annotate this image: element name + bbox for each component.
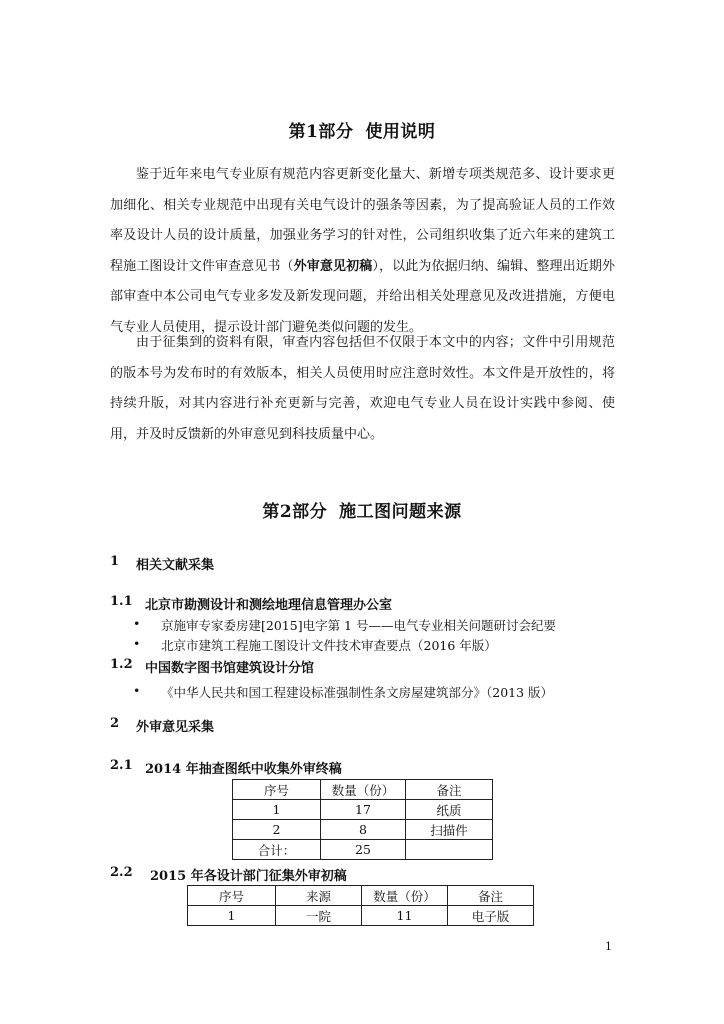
- list-item-text: 北京市建筑工程施工图设计文件技术审查要点（2016 年版）: [161, 638, 497, 653]
- section-title: 2014 年抽查图纸中收集外审终稿: [145, 762, 342, 777]
- table-row: [188, 906, 534, 926]
- part1-title: [0, 117, 724, 142]
- table-header-cell: 序号: [233, 780, 321, 800]
- paragraph-bold-text: 外审意见初稿: [293, 258, 373, 274]
- part2-title-number: 第2部分: [262, 502, 328, 522]
- table-header-row: [188, 886, 534, 906]
- table-cell: 电子版: [448, 906, 534, 926]
- table-cell: 扫描件: [406, 820, 493, 840]
- table-header-cell: 来源: [276, 886, 362, 906]
- table-cell: 1: [233, 800, 321, 820]
- table-2014-final-reviews: [232, 779, 493, 860]
- part1-title-number: 第1部分: [288, 122, 354, 142]
- section-title: 相关文献采集: [136, 558, 215, 573]
- list-item-text: 京施审专家委房建[2015]电字第 1 号——电气专业相关问题研讨会纪要: [161, 618, 556, 633]
- table-cell: 25: [321, 840, 406, 860]
- table-header-cell: 备注: [406, 780, 493, 800]
- table-header-cell: 数量（份）: [362, 886, 448, 906]
- list-item-text: 《中华人民共和国工程建设标准强制性条文房屋建筑部分》（2013 版）: [161, 685, 554, 700]
- table-cell: 合计：: [233, 840, 321, 860]
- table-2015-initial-reviews: [187, 885, 534, 926]
- paragraph-text: 鉴于近年来电气专业原有规范内容更新变化量大、新增专项类规范多、设计要求更加细化、相关专业规范中出现有关电气设计的强条等因素，为了提高验证人员的工作效率及设计人员的设计质量，加强业务学习的针对性，公司组织收集了近六年来的建筑工程施工图设计文件审查意见书（: [110, 167, 615, 274]
- part2-title-text: 施工图问题来源: [339, 502, 462, 522]
- section-title: 中国数字图书馆建筑设计分馆: [145, 661, 315, 676]
- table-header-cell: 备注: [448, 886, 534, 906]
- table-cell: [406, 840, 493, 860]
- section-number: 1.1: [110, 594, 133, 609]
- section-title: 外审意见采集: [136, 720, 215, 735]
- table-header-cell: 序号: [188, 886, 276, 906]
- table-header-cell: 数量（份）: [321, 780, 406, 800]
- table-cell: 纸质: [406, 800, 493, 820]
- bullet-icon: •: [133, 683, 141, 698]
- table-cell: 1: [188, 906, 276, 926]
- section-number: 1.2: [110, 657, 133, 672]
- table-cell: 17: [321, 800, 406, 820]
- table-cell: 一院: [276, 906, 362, 926]
- part2-title: [0, 497, 724, 522]
- section-number: 2.2: [110, 865, 133, 880]
- section-number: 1: [110, 554, 120, 569]
- table-row: [233, 820, 493, 840]
- part1-paragraph-2: 由于征集到的资料有限，审查内容包括但不仅限于本文中的内容；文件中引用规范的版本号为发布时的有效版本，相关人员使用时应注意时效性。本文件是开放性的，将持续升版，对其内容进行补充更新与完善，欢迎电气专业人员在设计实践中参阅、使用，并及时反馈新的外审意见到科技质量中心。: [110, 335, 615, 442]
- part1-paragraph-1: [110, 160, 615, 344]
- table-cell: 2: [233, 820, 321, 840]
- table-cell: 11: [362, 906, 448, 926]
- section-number: 2.1: [110, 758, 133, 773]
- table-row: [233, 800, 493, 820]
- page-number: 1: [605, 940, 612, 953]
- bullet-icon: •: [133, 616, 141, 631]
- part1-title-text: 使用说明: [365, 122, 436, 142]
- paragraph-text: ），以此为依据归纳、编辑、整理出近期外部审查中本公司电气专业多发及新发现问题，并给出相关处理意见及改进措施，方便电气专业人员使用，提示设计部门避免类似问题的发生。: [110, 258, 615, 335]
- section-title: 2015 年各设计部门征集外审初稿: [150, 869, 347, 884]
- section-number: 2: [110, 716, 120, 731]
- table-header-row: [233, 780, 493, 800]
- table-cell: 8: [321, 820, 406, 840]
- table-total-row: [233, 840, 493, 860]
- bullet-icon: •: [133, 636, 141, 651]
- section-title: 北京市勘测设计和测绘地理信息管理办公室: [145, 598, 393, 613]
